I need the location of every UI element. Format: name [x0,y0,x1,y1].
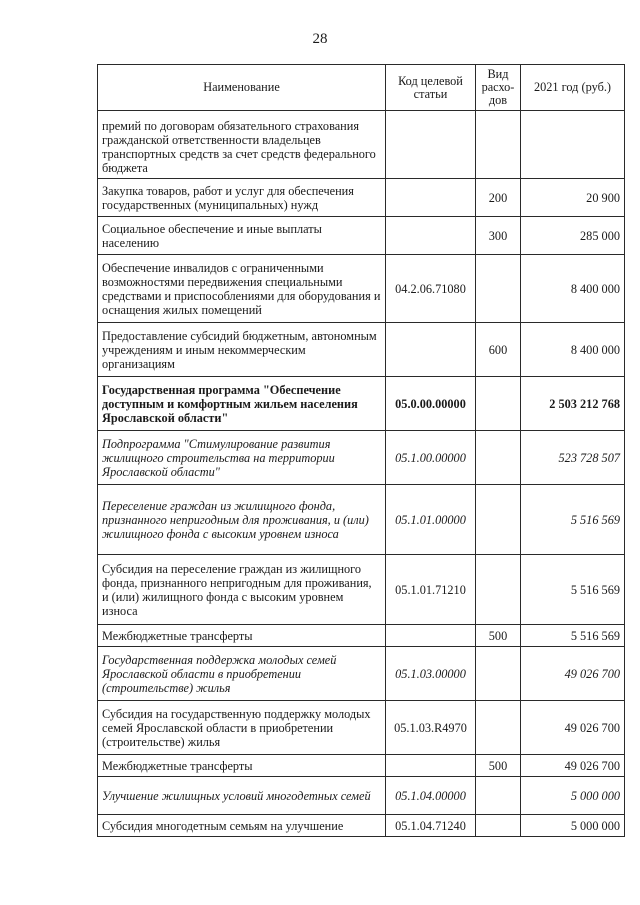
cell-type [476,777,521,815]
cell-type [476,431,521,485]
cell-type [476,111,521,179]
table-row [98,755,625,777]
table-row [98,323,625,377]
cell-code: 04.2.06.71080 [386,255,476,323]
cell-name: премий по договорам обязательного страхования гражданской ответственности владельцев транспортных средств за счет средств федерального бюджета [98,111,386,179]
cell-amount: 8 400 000 [521,323,625,377]
cell-name: Государственная поддержка молодых семей Ярославской области в приобретении (строительстве) жилья [98,647,386,701]
cell-type [476,485,521,555]
cell-code: 05.0.00.00000 [386,377,476,431]
cell-code [386,111,476,179]
cell-code: 05.1.00.00000 [386,431,476,485]
header-type: Вид расхо-дов [476,65,521,111]
cell-amount [521,111,625,179]
cell-amount: 5 516 569 [521,625,625,647]
cell-type [476,815,521,837]
cell-code: 05.1.01.71210 [386,555,476,625]
table-row [98,485,625,555]
table-row [98,625,625,647]
header-code: Код целевой статьи [386,65,476,111]
cell-name: Подпрограмма "Стимулирование развития жилищного строительства на территории Ярославской области" [98,431,386,485]
cell-name: Улучшение жилищных условий многодетных семей [98,777,386,815]
cell-name: Закупка товаров, работ и услуг для обеспечения государственных (муниципальных) нужд [98,179,386,217]
table-row [98,815,625,837]
cell-name: Межбюджетные трансферты [98,755,386,777]
table-row [98,701,625,755]
cell-amount: 49 026 700 [521,701,625,755]
cell-name: Межбюджетные трансферты [98,625,386,647]
cell-name: Переселение граждан из жилищного фонда, признанного непригодным для проживания, и (или) жилищного фонда с высоким уровнем износа [98,485,386,555]
header-name: Наименование [98,65,386,111]
cell-type [476,701,521,755]
cell-code [386,625,476,647]
cell-amount: 5 516 569 [521,485,625,555]
cell-type: 300 [476,217,521,255]
cell-type [476,647,521,701]
cell-amount: 20 900 [521,179,625,217]
cell-code [386,217,476,255]
cell-amount: 285 000 [521,217,625,255]
cell-code: 05.1.04.00000 [386,777,476,815]
table-body [98,111,625,837]
cell-name: Субсидия на переселение граждан из жилищного фонда, признанного непригодным для проживания, и (или) жилищного фонда с высоким уровнем износа [98,555,386,625]
table-row [98,255,625,323]
cell-type: 200 [476,179,521,217]
cell-code [386,755,476,777]
budget-table [97,64,625,837]
cell-code [386,323,476,377]
cell-code [386,179,476,217]
page-number: 28 [312,31,328,47]
table-row [98,647,625,701]
cell-code: 05.1.04.71240 [386,815,476,837]
cell-name: Государственная программа "Обеспечение доступным и комфортным жильем населения Ярославской области" [98,377,386,431]
table-row [98,555,625,625]
cell-amount: 49 026 700 [521,755,625,777]
cell-type: 500 [476,625,521,647]
cell-type: 600 [476,323,521,377]
cell-amount: 2 503 212 768 [521,377,625,431]
cell-code: 05.1.03.00000 [386,647,476,701]
cell-name: Субсидия многодетным семьям на улучшение [98,815,386,837]
cell-code: 05.1.01.00000 [386,485,476,555]
table-header-row [98,65,625,111]
cell-type [476,255,521,323]
table-row [98,431,625,485]
cell-amount: 5 000 000 [521,815,625,837]
cell-name: Социальное обеспечение и иные выплаты населению [98,217,386,255]
cell-type [476,555,521,625]
header-amount: 2021 год (руб.) [521,65,625,111]
table-row [98,777,625,815]
cell-code: 05.1.03.R4970 [386,701,476,755]
cell-name: Обеспечение инвалидов с ограниченными возможностями передвижения специальными средствами и приспособлениями для оборудования и оснащения жилых помещений [98,255,386,323]
cell-type: 500 [476,755,521,777]
table-row [98,179,625,217]
table-row [98,217,625,255]
cell-amount: 5 000 000 [521,777,625,815]
cell-name: Субсидия на государственную поддержку молодых семей Ярославской области в приобретении (строительстве) жилья [98,701,386,755]
cell-type [476,377,521,431]
table-row [98,111,625,179]
cell-name: Предоставление субсидий бюджетным, автономным учреждениям и иным некоммерческим организациям [98,323,386,377]
cell-amount: 49 026 700 [521,647,625,701]
cell-amount: 523 728 507 [521,431,625,485]
table-row [98,377,625,431]
cell-amount: 8 400 000 [521,255,625,323]
cell-amount: 5 516 569 [521,555,625,625]
